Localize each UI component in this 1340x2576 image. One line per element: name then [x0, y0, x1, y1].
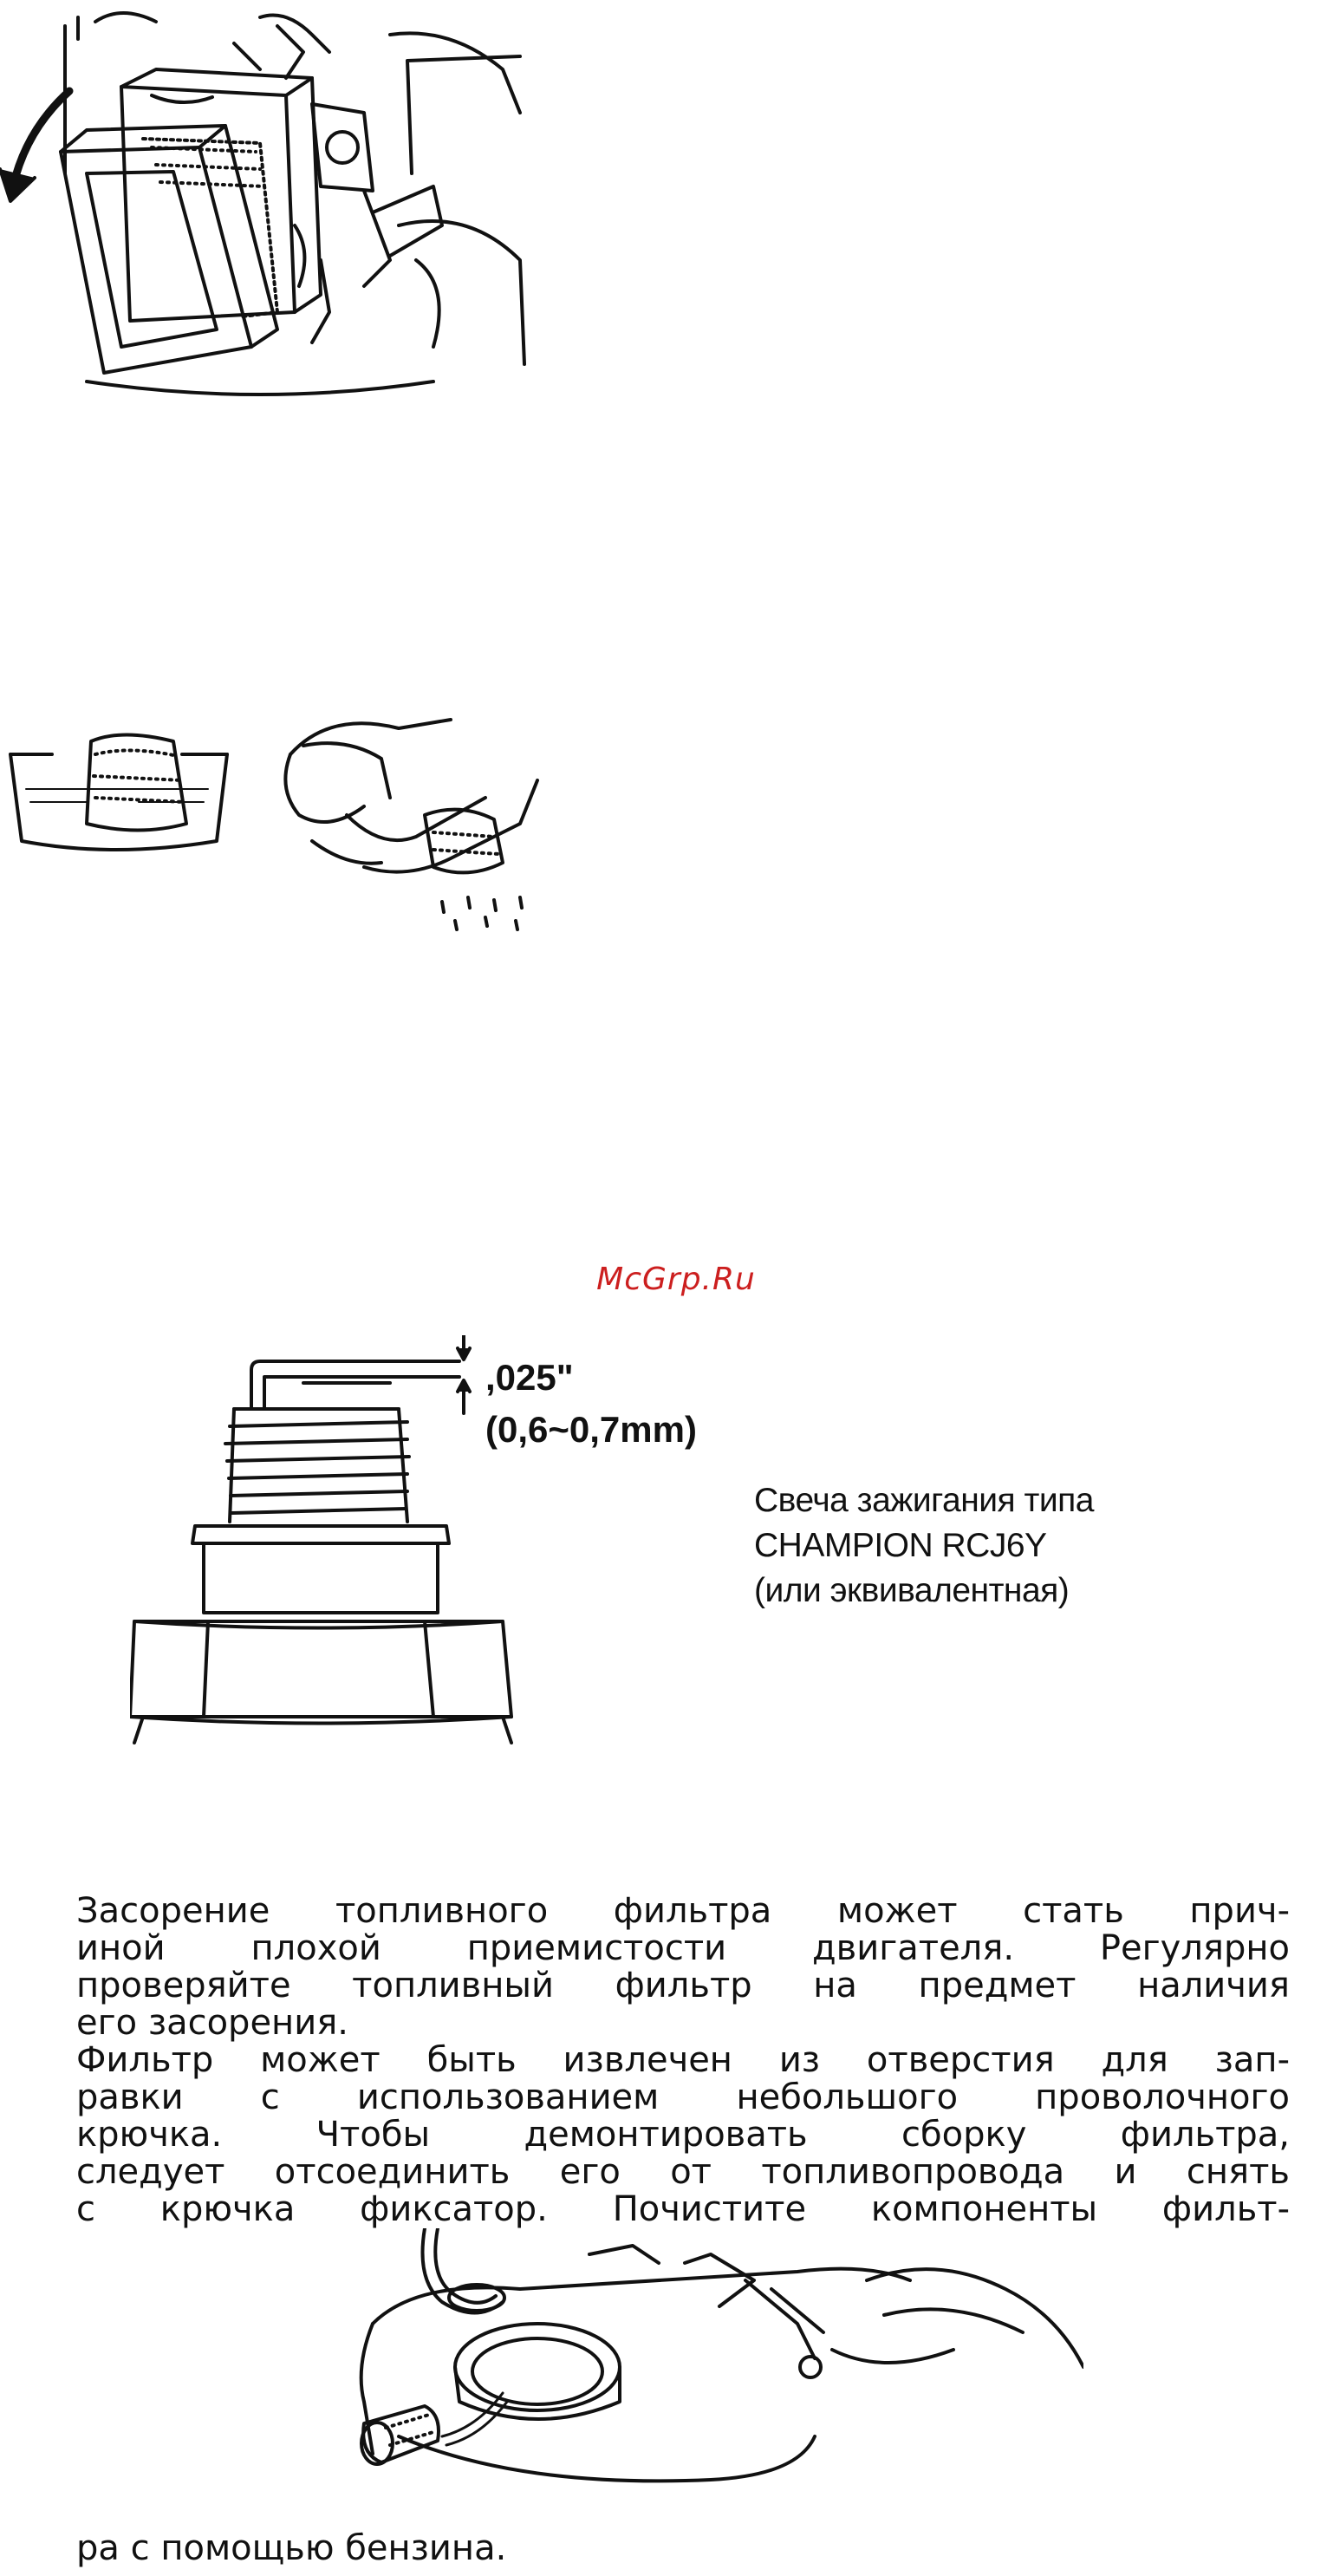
spec-line: Свеча зажигания типа — [754, 1482, 1094, 1519]
gap-mm-label: (0,6~0,7mm) — [485, 1409, 697, 1450]
text-line: с крючка фиксатор. Почистите компоненты фильт- — [76, 2189, 1290, 2229]
fuel-filter-paragraph-end: ра с помощью бензина. — [76, 2528, 507, 2568]
text-line: Засорение топливного фильтра может стать прич- — [76, 1891, 1290, 1931]
fuel-filter-paragraph — [76, 1893, 1290, 2228]
fuel-tank-illustration — [347, 2228, 1083, 2514]
spec-line: (или эквивалентная) — [754, 1572, 1070, 1609]
text-line: проверяйте топливный фильтр на предмет наличия — [76, 1966, 1290, 2005]
text-line: следует отсоединить его от топливопровода и снять — [76, 2152, 1290, 2192]
watermark: McGrp.Ru — [596, 1262, 756, 1297]
spark-plug-spec — [754, 1478, 1094, 1614]
spec-line: CHAMPION RCJ6Y — [754, 1527, 1047, 1564]
text-line: Фильтр может быть извлечен из отверстия для зап- — [76, 2040, 1290, 2080]
text-line: иной плохой приемистости двигателя. Регулярно — [76, 1928, 1290, 1968]
text-line: его засорения. — [76, 2003, 348, 2043]
spark-plug-illustration — [130, 1335, 520, 1769]
sponge-wash-illustration — [0, 694, 563, 936]
text-line: крючка. Чтобы демонтировать сборку фильтра, — [76, 2115, 1290, 2155]
air-filter-illustration — [0, 0, 537, 408]
text-line: равки с использованием небольшого проволочного — [76, 2077, 1290, 2117]
gap-inch-label: ,025" — [485, 1357, 574, 1398]
